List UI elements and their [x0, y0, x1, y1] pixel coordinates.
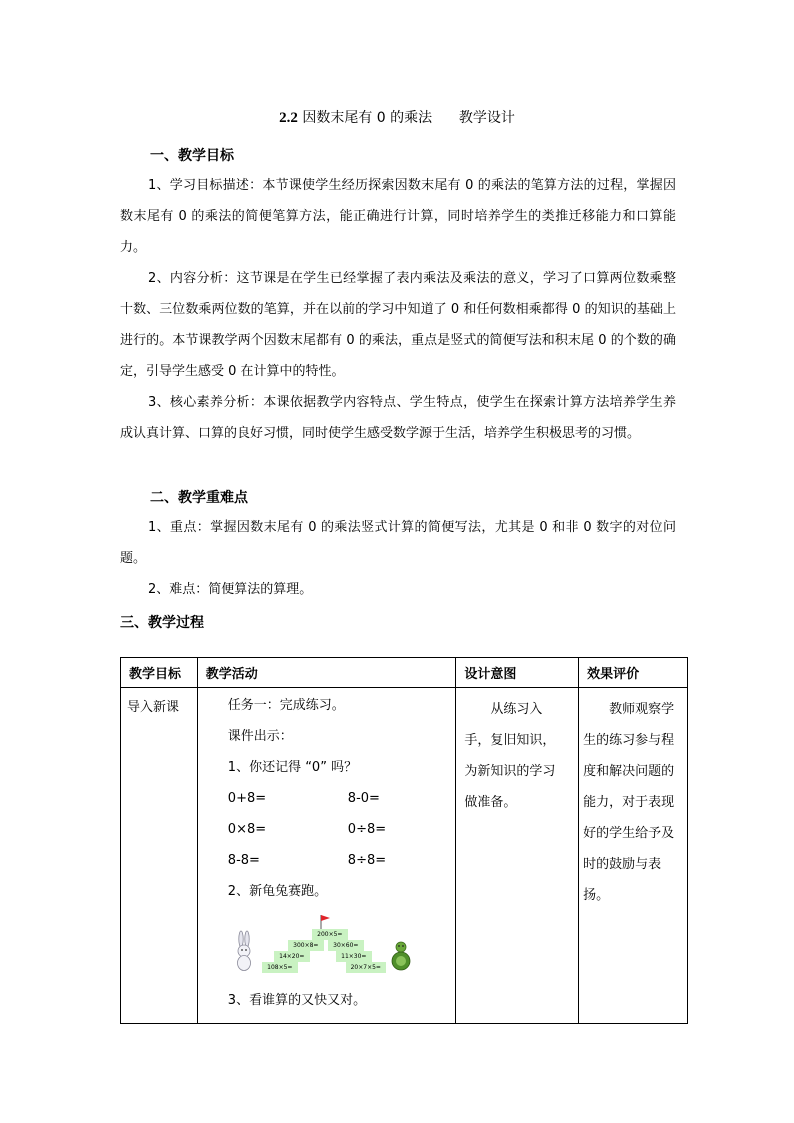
title-number: 2.2: [279, 110, 298, 126]
race-step: 30×60=: [328, 940, 364, 951]
rabbit-icon: [237, 931, 250, 971]
evaluation-text: 教师观察学生的练习参与程度和解决问题的能力，对于表现好的学生给予及时的鼓励与表扬。: [583, 702, 675, 903]
race-step: 108×5=: [262, 962, 298, 973]
race-step: 300×8=: [288, 940, 324, 951]
equation: 8-8=: [227, 853, 260, 868]
header-intent: 设计意图: [456, 658, 579, 688]
table-row: [121, 688, 688, 1024]
equation: 0×8=: [227, 822, 267, 837]
equation-row: [228, 845, 456, 876]
section-heading-process: 三、教学过程: [120, 615, 204, 631]
equation: 8÷8=: [347, 853, 387, 868]
table-header-row: [121, 658, 688, 688]
activity-cell: [197, 688, 456, 1024]
difficulty-paragraph-1: 1、重点：掌握因数末尾有 0 的乘法竖式计算的简便写法，尤其是 0 和非 0 数字的对位问题。: [120, 520, 676, 566]
section-heading-objectives: 一、教学目标: [150, 148, 234, 164]
activity-question-3: 3、看谁算的又快又对。: [227, 993, 367, 1008]
race-step: 14×20=: [274, 951, 310, 962]
objective-paragraph-1: 1、学习目标描述：本节课使学生经历探索因数末尾有 0 的乘法的笔算方法的过程，掌握因数末尾有 0 的乘法的简便笔算方法，能正确进行计算，同时培养学生的类推迁移能力和口算能力。: [120, 178, 676, 255]
race-step: 200×5=: [312, 929, 348, 940]
tortoise-hare-race-figure: [228, 907, 456, 985]
activity-question-1: 1、你还记得 “0” 吗？: [227, 760, 358, 775]
teaching-process-table: [120, 657, 688, 1024]
activity-question-2: 2、新龟兔赛跑。: [227, 884, 328, 899]
equation-row: [228, 814, 456, 845]
section-heading-difficulties: 二、教学重难点: [150, 490, 248, 506]
equation: 0+8=: [227, 791, 267, 806]
flag-icon: [321, 915, 330, 929]
title-suffix: 教学设计: [458, 110, 515, 126]
header-evaluation: 效果评价: [579, 658, 688, 688]
race-step: 20×7×5=: [346, 962, 386, 973]
intent-text: 从练习入手，复旧知识，为新知识的学习做准备。: [464, 702, 556, 810]
header-activity: 教学活动: [197, 658, 456, 688]
equation: 0÷8=: [347, 822, 387, 837]
title-name: 因数末尾有 0 的乘法: [302, 110, 433, 126]
equation: 8-0=: [347, 791, 380, 806]
activity-show: 课件出示：: [227, 729, 293, 744]
turtle-icon: [392, 942, 410, 970]
objective-paragraph-2: 2、内容分析：这节课是在学生已经掌握了表内乘法及乘法的意义，学习了口算两位数乘整十数、三位数乘两位数的笔算，并在以前的学习中知道了 0 和任何数相乘都得 0 的知识的基础上进行的。本节课教学两个因数末尾都有 0 的乘法，重点是竖式的简便写法和积末尾 0 的个数的确定，引导学生感受 0 在计算中的特性。: [120, 271, 676, 379]
evaluation-cell: [579, 688, 688, 1024]
activity-task: 任务一：完成练习。: [227, 698, 345, 713]
intent-cell: [456, 688, 579, 1024]
header-goal: 教学目标: [121, 658, 198, 688]
difficulty-paragraph-2: 2、难点：简便算法的算理。: [148, 582, 313, 597]
race-step: 11×30=: [336, 951, 372, 962]
objective-paragraph-3: 3、核心素养分析：本课依据教学内容特点、学生特点，使学生在探索计算方法培养学生养成认真计算、口算的良好习惯，同时使学生感受数学源于生活，培养学生积极思考的习惯。: [120, 395, 676, 441]
equation-row: [228, 783, 456, 814]
document-title: [0, 107, 794, 127]
goal-cell: 导入新课: [121, 688, 198, 1024]
